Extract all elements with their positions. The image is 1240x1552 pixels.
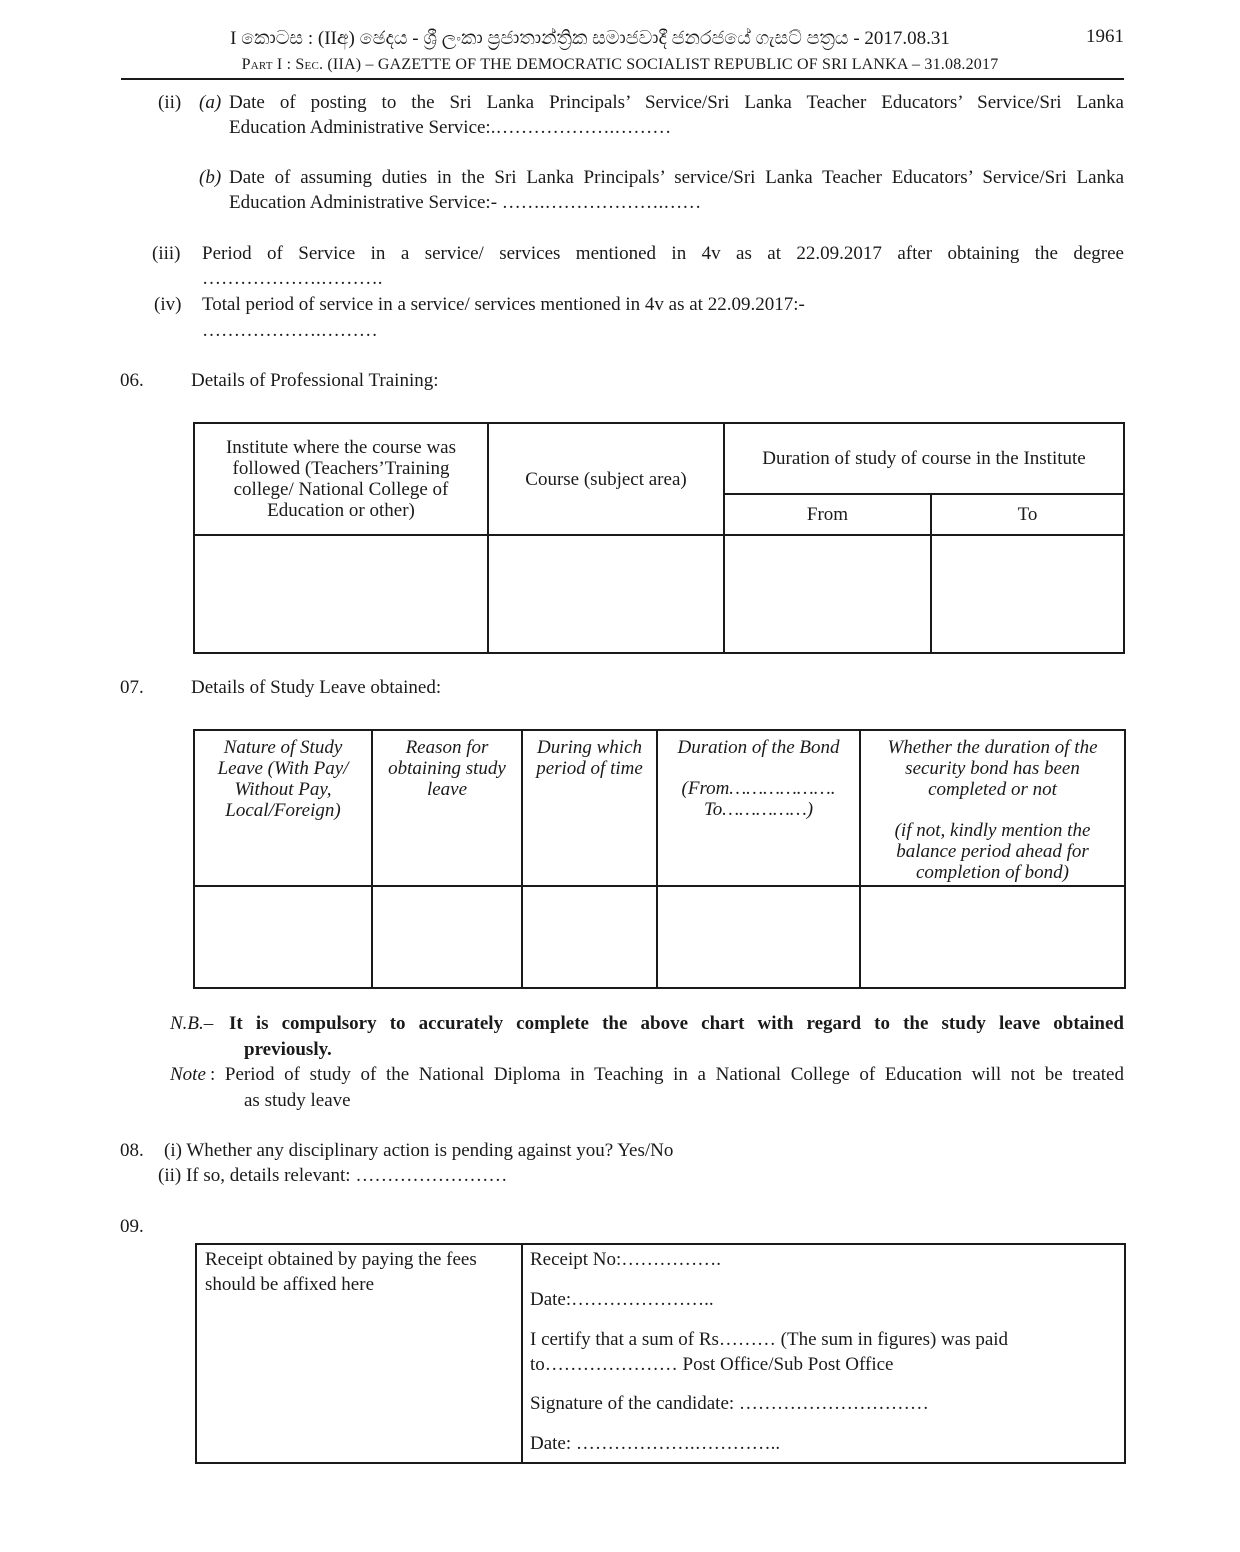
item-ii-a-line1: Date of posting to the Sri Lanka Principals’ Service/Sri Lanka Teacher Educators’ Service/Sri Lanka [229, 92, 1124, 113]
note-line2: as study leave [244, 1090, 351, 1111]
bond-cell[interactable] [657, 886, 860, 988]
section-09-number: 09. [120, 1216, 144, 1237]
header-to [931, 494, 1124, 535]
receipt-affix-text: Receipt obtained by paying the fees should be affixed here [205, 1249, 477, 1295]
header-to-text: To [1017, 504, 1038, 525]
header-reason-text: Reason for obtaining study leave [388, 737, 506, 800]
from-cell[interactable] [724, 535, 931, 653]
header-bond-title: Duration of the Bond [677, 737, 840, 758]
header-nature-text: Nature of Study Leave (With Pay/ Without Pay, Local/Foreign) [217, 737, 349, 821]
certify-sum-line1[interactable]: I certify that a sum of Rs……… (The sum in figures) was paid [530, 1329, 1009, 1350]
header-duration [724, 423, 1124, 494]
header-part-word: Part [241, 56, 273, 73]
period-cell[interactable] [522, 886, 657, 988]
institute-cell[interactable] [194, 535, 488, 653]
gazette-header-sinhala: I කොටස : (IIඅ) ඡෙදය - ශ්‍රී ලංකා ප්‍රජාතාන්ත්‍රික සමාජවාදී ජනරජයේ ගැසට් පත්‍රය - 2017.08.31 [230, 28, 950, 49]
header-duration-text: Duration of study of course in the Institute [762, 448, 1086, 469]
disciplinary-details: (ii) If so, details relevant: …………………… [158, 1165, 508, 1186]
item-ii-b-label: (b) [199, 167, 222, 188]
header-from-text: From [806, 504, 849, 525]
section-06-title: Details of Professional Training: [191, 370, 439, 391]
receipt-number-field[interactable]: Receipt No:……………. [530, 1249, 722, 1270]
header-period-text: During which period of time [536, 737, 643, 779]
nb-label: N.B.– [170, 1013, 214, 1034]
course-cell[interactable] [488, 535, 724, 653]
section-07-title: Details of Study Leave obtained: [191, 677, 442, 698]
gazette-header-english [120, 56, 1120, 74]
whether-cell[interactable] [860, 886, 1125, 988]
receipt-affix-cell[interactable] [196, 1244, 522, 1463]
header-whether [860, 730, 1125, 886]
certify-sum-line2[interactable]: to………………… Post Office/Sub Post Office [530, 1354, 894, 1375]
header-institute-text: Institute where the course was followed (Teachers’Training college/ National College of Education or other) [225, 437, 457, 521]
table-row [194, 535, 1124, 653]
note-line1: : Period of study of the National Diploma in Teaching in a National College of Education will not be treated [210, 1064, 1124, 1085]
header-whether-text: Whether the duration of the security bond has been completed or not [887, 737, 1098, 800]
professional-training-table [193, 422, 1125, 654]
item-iv-line1: Total period of service in a service/ services mentioned in 4v as at 22.09.2017:- [202, 294, 805, 315]
header-course [488, 423, 724, 535]
note-label: Note [170, 1064, 206, 1085]
header-nature [194, 730, 372, 886]
section-08-number: 08. [120, 1140, 144, 1161]
header-whether-note: (if not, kindly mention the balance period ahead for completion of bond) [894, 820, 1091, 883]
item-ii-number: (ii) [158, 92, 182, 113]
item-ii-b-line2: Education Administrative Service:- …….……………….…… [229, 192, 702, 213]
header-from [724, 494, 931, 535]
fee-receipt-table [195, 1243, 1126, 1464]
section-06-number: 06. [120, 370, 144, 391]
nb-line2: previously. [244, 1039, 332, 1060]
to-cell[interactable] [931, 535, 1124, 653]
section-07-number: 07. [120, 677, 144, 698]
item-iii-line1: Period of Service in a service/ services mentioned in 4v as at 22.09.2017 after obtaining the degree [202, 243, 1124, 264]
header-reason [372, 730, 522, 886]
item-iv-number: (iv) [154, 294, 182, 315]
signature-date-field[interactable]: Date: ……………….………….. [530, 1433, 781, 1454]
study-leave-table [193, 729, 1126, 989]
item-ii-a-label: (a) [199, 92, 222, 113]
header-bond [657, 730, 860, 886]
header-institute [194, 423, 488, 535]
item-iv-line2: ……………….……… [202, 320, 378, 341]
candidate-signature-field[interactable]: Signature of the candidate: ………………………… [530, 1393, 929, 1414]
item-ii-b-line1: Date of assuming duties in the Sri Lanka Principals’ service/Sri Lanka Teacher Educators’ Service/Sri Lanka [229, 167, 1124, 188]
header-part-number: I : [272, 56, 296, 73]
item-iii-number: (iii) [152, 243, 181, 264]
receipt-details-cell [522, 1244, 1125, 1463]
reason-cell[interactable] [372, 886, 522, 988]
header-course-text: Course (subject area) [525, 468, 687, 490]
disciplinary-question: (i) Whether any disciplinary action is pending against you? Yes/No [164, 1140, 674, 1161]
item-iii-line2: ……………….………. [202, 268, 383, 289]
header-gazette-title: (IIA) – GAZETTE OF THE DEMOCRATIC SOCIALIST REPUBLIC OF SRI LANKA – 31.08.2017 [323, 56, 999, 73]
header-bond-from: (From………………. [681, 778, 836, 799]
nb-line1: It is compulsory to accurately complete the above chart with regard to the study leave obtained [229, 1013, 1124, 1034]
header-period [522, 730, 657, 886]
receipt-date-field[interactable]: Date:………………….. [530, 1289, 714, 1310]
header-sec-word: Sec. [295, 56, 324, 73]
nature-cell[interactable] [194, 886, 372, 988]
header-rule [121, 78, 1124, 80]
item-ii-a-line2: Education Administrative Service:.……………….……… [229, 117, 672, 138]
page-number: 1961 [1086, 26, 1124, 47]
header-bond-to: To……………) [703, 799, 814, 820]
table-row [194, 886, 1125, 988]
